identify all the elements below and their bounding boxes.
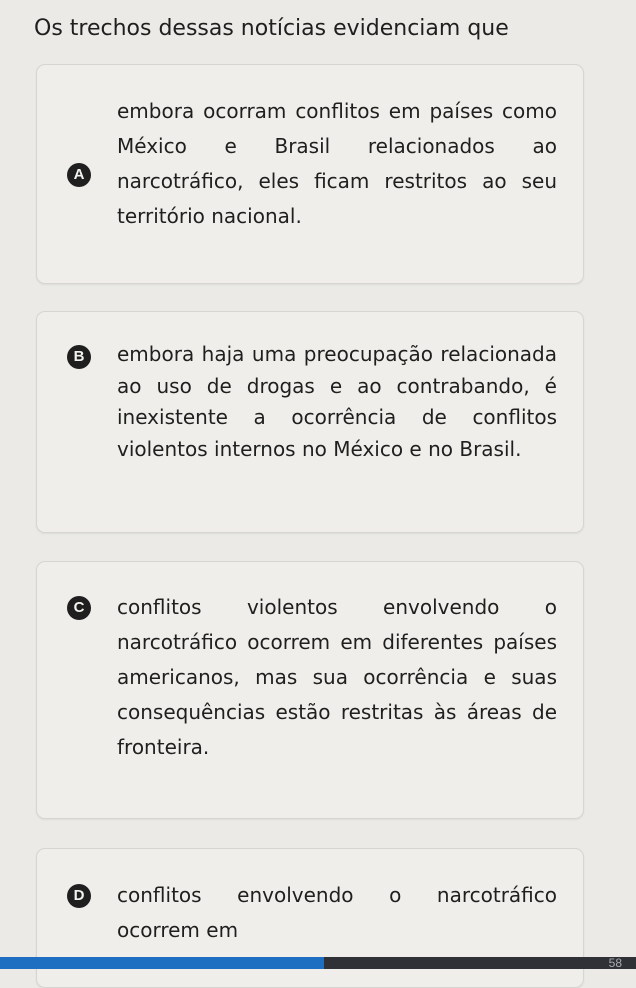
- progress-bar: [0, 957, 636, 969]
- progress-fill: [0, 957, 324, 969]
- question-text: Os trechos dessas notícias evidenciam que: [34, 16, 509, 41]
- option-letter-c: C: [67, 596, 91, 620]
- option-letter-a: A: [67, 163, 91, 187]
- option-text-d: conflitos envolvendo o narcotráfico ocorrem em: [117, 883, 557, 942]
- option-letter-d: D: [67, 884, 91, 908]
- option-a[interactable]: [36, 64, 584, 284]
- option-text-c: conflitos violentos envolvendo o narcotráfico ocorrem em diferentes países americanos, mas sua ocorrência e suas consequências estão restritas às áreas de fronteira.: [117, 595, 557, 759]
- page-number: 58: [608, 956, 622, 970]
- option-letter-b: B: [67, 345, 91, 369]
- option-b[interactable]: [36, 311, 584, 533]
- option-text-b: embora haja uma preocupação relacionada ao uso de drogas e ao contrabando, é inexistente a ocorrência de conflitos violentos internos no México e no Brasil.: [117, 342, 557, 461]
- option-c[interactable]: [36, 561, 584, 819]
- option-text-a: embora ocorram conflitos em países como México e Brasil relacionados ao narcotráfico, eles ficam restritos ao seu território nacional.: [117, 99, 557, 228]
